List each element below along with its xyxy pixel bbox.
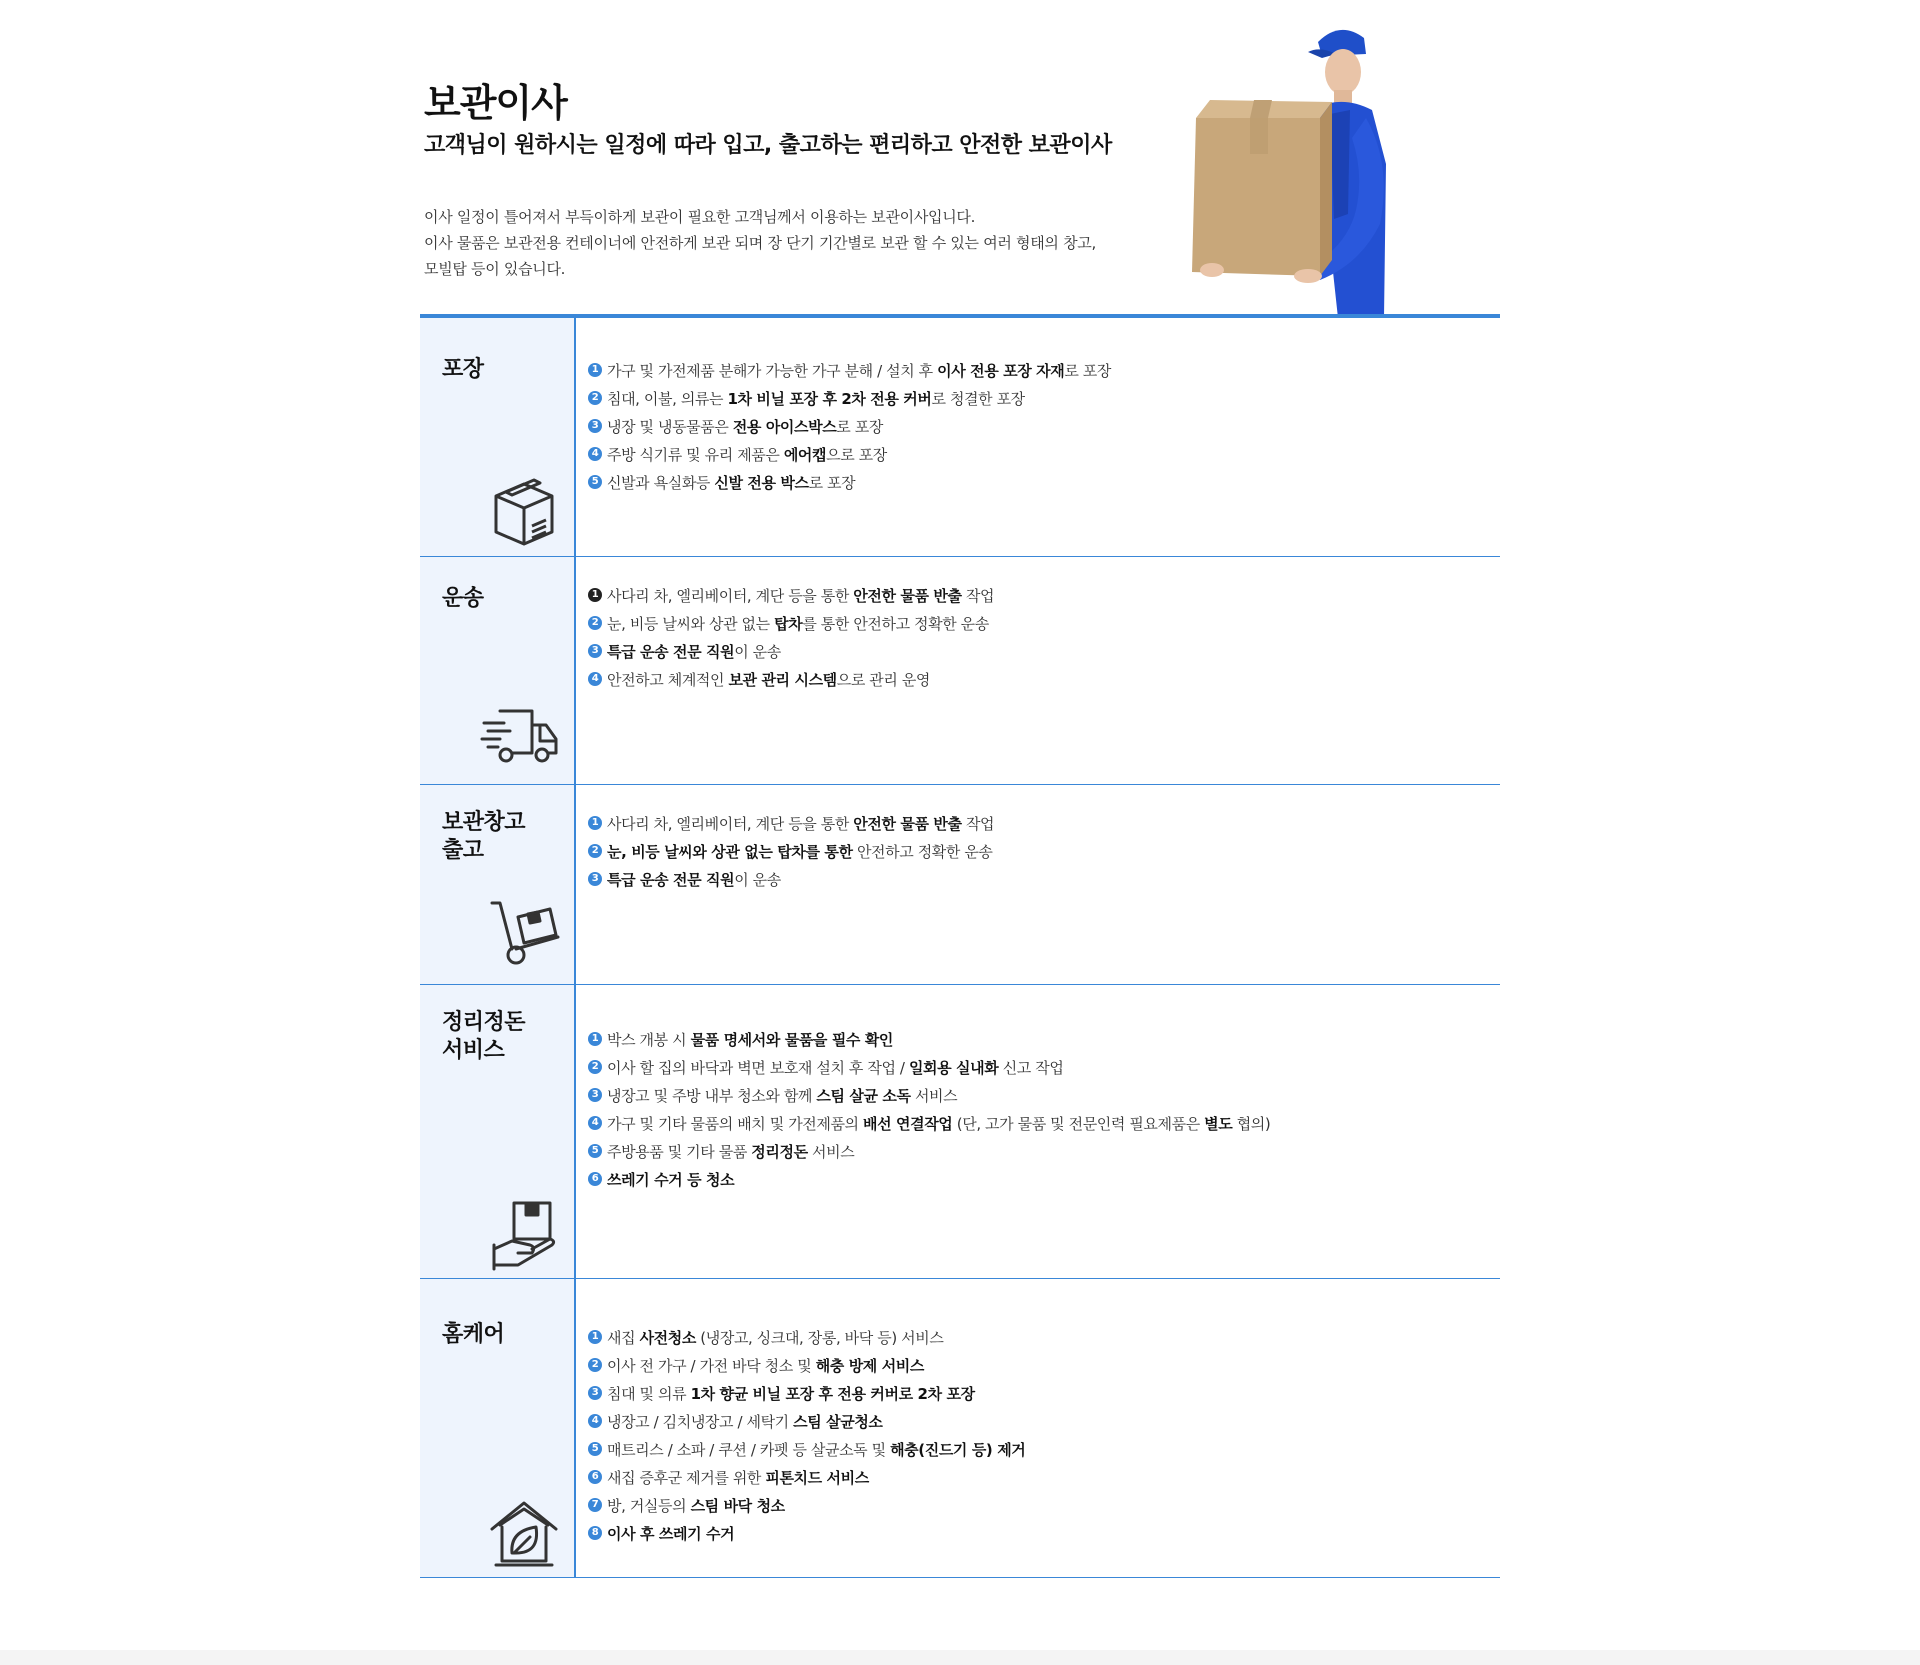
number-badge: 2 [588,1060,602,1074]
category-title [442,1321,504,1349]
item-text-segment: 서비스 [807,1142,855,1161]
item-text-emphasis: 1차 향균 비닐 포장 후 전용 커버로 2차 포장 [690,1384,975,1403]
item-text-segment: 로 청결한 포장 [931,389,1025,408]
number-badge: 2 [588,391,602,405]
item-text-segment: 냉장고 및 주방 내부 청소와 함께 [607,1086,817,1105]
item-text-emphasis: 별도 [1204,1114,1233,1133]
item-text [607,1327,943,1348]
list-item [588,412,1500,440]
category-cell [420,1279,576,1577]
item-list [576,785,1500,984]
page-subtitle: 고객님이 원하시는 일정에 따라 입고, 출고하는 편리하고 안전한 보관이사 [424,133,1112,158]
list-item [588,837,1500,865]
page-description [424,204,1096,282]
footer-band [0,1650,1920,1665]
item-text [607,1411,883,1432]
number-badge: 6 [588,1172,602,1186]
number-badge: 2 [588,844,602,858]
item-text [607,388,1025,409]
item-text-emphasis: 사전청소 [639,1328,696,1347]
item-text-segment: 가구 및 기타 물품의 배치 및 가전제품의 [607,1114,864,1133]
service-row-homecare [420,1278,1500,1577]
item-text-emphasis: 정리정돈 [751,1142,808,1161]
service-row-transport [420,556,1500,784]
list-item [588,1463,1500,1491]
mover-carrying-box-image [1180,14,1430,318]
item-text-segment: 가구 및 가전제품 분해가 가능한 가구 분해 / 설치 후 [607,361,938,380]
item-text [607,585,994,606]
item-text-segment: 사다리 차, 엘리베이터, 계단 등을 통한 [607,586,854,605]
storage-moving-content [420,0,1500,1578]
list-item [588,1407,1500,1435]
list-item [588,1435,1500,1463]
item-text-emphasis: 이사 전용 포장 자재 [937,361,1065,380]
item-text-segment: 로 포장 [1064,361,1111,380]
item-text-segment: 안전하고 체계적인 [607,670,729,689]
number-badge: 4 [588,672,602,686]
item-text [607,1523,734,1544]
item-text-emphasis: 물품 명세서와 물품을 필수 확인 [690,1030,894,1049]
item-text [607,1085,957,1106]
number-badge: 5 [588,1442,602,1456]
hand-box-icon [488,1199,560,1271]
number-badge: 3 [588,419,602,433]
item-text-segment: 주방용품 및 기타 물품 [607,1142,752,1161]
list-item [588,665,1500,693]
number-badge: 3 [588,872,602,886]
category-cell [420,318,576,556]
category-title [442,1009,525,1065]
item-text-segment: (단, 고가 물품 및 전문인력 필요제품은 [952,1114,1205,1133]
truck-icon [480,697,560,769]
item-text [607,1383,975,1404]
list-item [588,1081,1500,1109]
number-badge: 3 [588,1386,602,1400]
item-text-emphasis: 피톤치드 서비스 [765,1468,869,1487]
number-badge: 4 [588,1414,602,1428]
list-item [588,1491,1500,1519]
item-text-emphasis: 보관 관리 시스템 [728,670,837,689]
item-text-segment: 서비스 [910,1086,958,1105]
item-text-emphasis: 배선 연결작업 [863,1114,953,1133]
item-text-segment: 로 포장 [808,473,856,492]
item-text-segment: 박스 개봉 시 [607,1030,691,1049]
number-badge: 1 [588,816,602,830]
category-title-line: 홈케어 [442,1322,505,1347]
item-text-emphasis: 특급 운송 전문 직원 [607,642,735,661]
item-text [607,1495,785,1516]
item-text-segment: 새집 증후군 제거를 위한 [607,1468,766,1487]
number-badge: 1 [588,1330,602,1344]
item-text [607,1113,1270,1134]
item-text-segment: 안전하고 정확한 운송 [852,842,993,861]
box-icon [488,474,560,546]
item-text-segment: 를 통한 안전하고 정확한 운송 [802,614,989,633]
number-badge: 5 [588,1144,602,1158]
category-title-line: 운송 [442,586,484,611]
item-text-segment: 이사 전 가구 / 가전 바닥 청소 및 [607,1356,816,1375]
item-text [607,669,930,690]
list-item [588,1519,1500,1547]
item-text-segment: 새집 [607,1328,640,1347]
category-cell [420,785,576,984]
list-item [588,1323,1500,1351]
item-text [607,360,1111,381]
item-text-segment: 매트리스 / 소파 / 쿠션 / 카펫 등 살균소독 및 [607,1440,891,1459]
category-title [442,356,484,384]
item-list [576,318,1500,556]
item-text-segment: 신발과 욕실화등 [607,473,715,492]
item-text-emphasis: 이사 후 쓰레기 수거 [607,1524,735,1543]
description-line: 이사 일정이 틀어져서 부득이하게 보관이 필요한 고객님께서 이용하는 보관이사입니다. [424,208,976,226]
hero-section [420,0,1500,318]
item-text [607,1029,893,1050]
item-text [607,1355,924,1376]
item-text-segment: 협의) [1232,1114,1271,1133]
category-cell [420,557,576,784]
category-cell [420,985,576,1278]
item-text-emphasis: 일회용 실내화 [908,1058,999,1077]
item-text-segment: 으로 관리 운영 [836,670,931,689]
item-text-segment: 으로 포장 [826,445,887,464]
list-item [588,468,1500,496]
category-title [442,809,525,865]
item-text-emphasis: 탑차 [774,614,803,633]
item-text-segment: 이사 할 집의 바닥과 벽면 보호재 설치 후 작업 / [607,1058,909,1077]
item-text-segment: 이 운송 [734,870,781,889]
item-text-emphasis: 해충(진드기 등) 제거 [890,1440,1026,1459]
number-badge: 8 [588,1526,602,1540]
number-badge: 3 [588,1088,602,1102]
number-badge: 3 [588,644,602,658]
number-badge: 4 [588,447,602,461]
number-badge: 5 [588,475,602,489]
page-title: 보관이사 [424,81,567,125]
item-text-emphasis: 안전한 물품 반출 [853,814,962,833]
item-text-emphasis: 쓰레기 수거 등 청소 [607,1170,735,1189]
service-row-packing [420,318,1500,556]
category-title-line: 보관창고 [442,810,526,835]
list-item [588,1053,1500,1081]
list-item [588,1109,1500,1137]
item-text-segment: (냉장고, 싱크대, 장롱, 바닥 등) 서비스 [695,1328,944,1347]
list-item [588,1379,1500,1407]
number-badge: 1 [588,588,602,602]
item-text-segment: 냉장고 / 김치냉장고 / 세탁기 [607,1412,794,1431]
list-item [588,1165,1500,1193]
item-text-segment: 신고 작업 [998,1058,1064,1077]
item-text-emphasis: 특급 운송 전문 직원 [607,870,735,889]
item-text [607,841,993,862]
item-text-segment: 작업 [961,814,995,833]
item-text [607,613,989,634]
item-list [576,985,1500,1278]
item-text [607,1467,869,1488]
category-title-line: 서비스 [442,1038,505,1063]
item-text-segment: 작업 [961,586,995,605]
item-text [607,472,855,493]
service-row-warehouse-release [420,784,1500,984]
list-item [588,1137,1500,1165]
item-text-segment: 사다리 차, 엘리베이터, 계단 등을 통한 [607,814,854,833]
item-text-segment: 로 포장 [836,417,883,436]
item-text-emphasis: 스팀 살균청소 [793,1412,883,1431]
item-list [576,1279,1500,1577]
number-badge: 7 [588,1498,602,1512]
item-text-emphasis: 눈, 비등 날씨와 상관 없는 탑차를 통한 [607,842,853,861]
hero-divider [420,314,1500,318]
item-text [607,1439,1025,1460]
item-text-segment: 방, 거실등의 [607,1496,691,1515]
description-line: 이사 물품은 보관전용 컨테이너에 안전하게 보관 되며 장 단기 기간별로 보관 할 수 있는 여러 형태의 창고, [424,234,1096,252]
list-item [588,1025,1500,1053]
list-item [588,581,1500,609]
item-text-segment: 이 운송 [734,642,781,661]
list-item [588,440,1500,468]
service-row-organizing [420,984,1500,1278]
category-title-line: 포장 [442,357,484,382]
number-badge: 4 [588,1116,602,1130]
number-badge: 2 [588,1358,602,1372]
service-table [420,318,1500,1578]
item-text-emphasis: 1차 비닐 포장 후 2차 전용 커버 [727,389,932,408]
item-text [607,1141,854,1162]
item-text-emphasis: 해충 방제 서비스 [815,1356,924,1375]
item-text-segment: 눈, 비등 날씨와 상관 없는 [607,614,775,633]
item-text [607,1169,734,1190]
list-item [588,384,1500,412]
list-item [588,609,1500,637]
hand-truck-icon [488,897,560,969]
item-text-segment: 침대, 이불, 의류는 [607,389,728,408]
category-title-line: 정리정돈 [442,1010,526,1035]
list-item [588,637,1500,665]
item-text-segment: 침대 및 의류 [607,1384,691,1403]
item-text-emphasis: 스팀 바닥 청소 [690,1496,785,1515]
list-item [588,1351,1500,1379]
number-badge: 6 [588,1470,602,1484]
item-text-emphasis: 안전한 물품 반출 [853,586,962,605]
description-line: 모빌탑 등이 있습니다. [424,260,566,278]
number-badge: 1 [588,1032,602,1046]
list-item [588,356,1500,384]
category-title-line: 출고 [442,838,484,863]
item-text-segment: 주방 식기류 및 유리 제품은 [607,445,784,464]
item-text [607,869,781,890]
item-text-emphasis: 에어캡 [783,445,827,464]
item-text [607,813,994,834]
list-item [588,809,1500,837]
number-badge: 2 [588,616,602,630]
item-text-emphasis: 전용 아이스박스 [732,417,837,436]
item-text [607,416,883,437]
item-text [607,444,887,465]
item-list [576,557,1500,784]
item-text [607,641,781,662]
item-text-segment: 냉장 및 냉동물품은 [607,417,733,436]
category-title [442,585,484,613]
number-badge: 1 [588,363,602,377]
item-text-emphasis: 신발 전용 박스 [714,473,809,492]
list-item [588,865,1500,893]
home-leaf-icon [488,1497,560,1569]
item-text [607,1057,1063,1078]
item-text-emphasis: 스팀 살균 소독 [816,1086,911,1105]
